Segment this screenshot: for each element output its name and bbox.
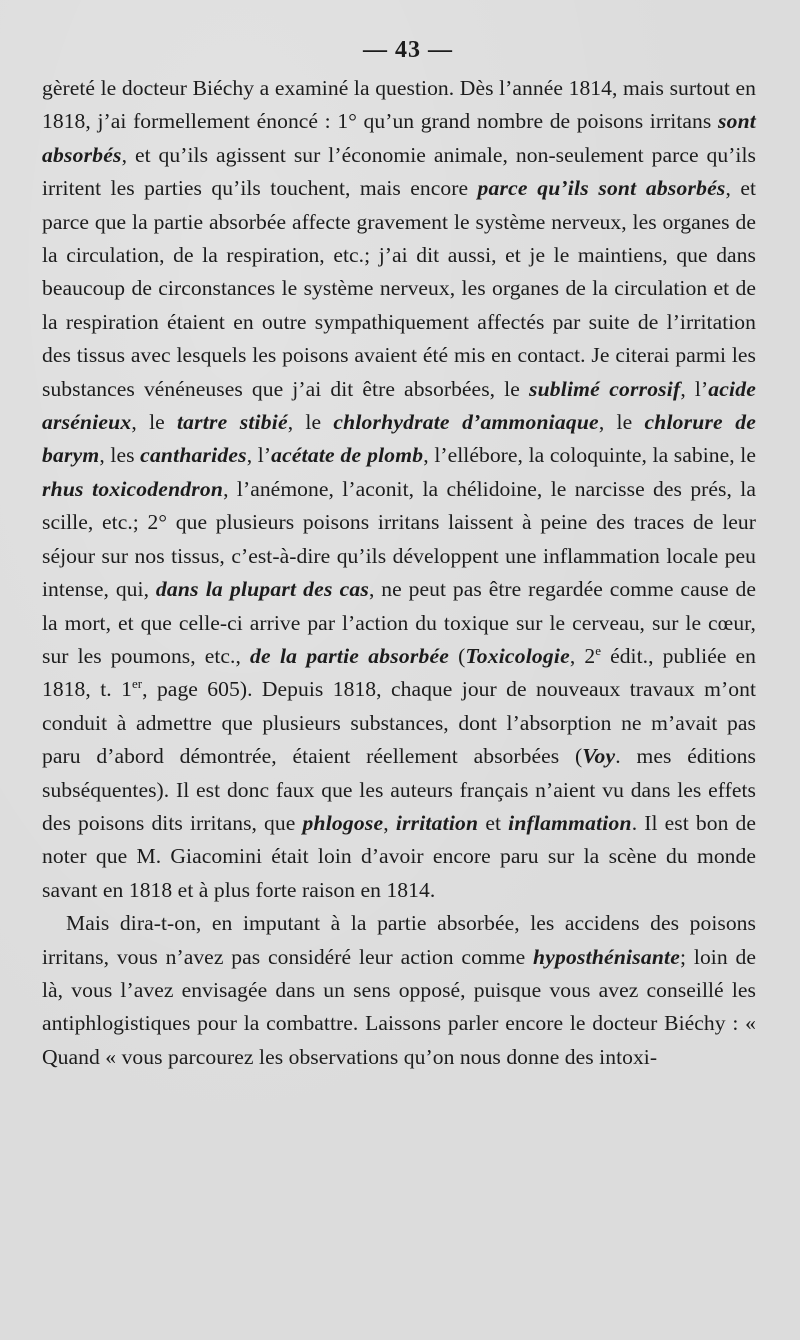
italic-run: Voy <box>582 744 616 769</box>
italic-run: phlogose <box>302 810 384 835</box>
italic-run: dans la plupart des cas <box>155 577 369 602</box>
superscript: e <box>595 642 602 658</box>
text-run: , page 605). Depuis 1818, chaque jour de nouveaux travaux m’ont conduit à admettre que plusieurs substances, dont l’absorption ne m’avait pas paru d’abord démontrée, étaient réellement absorbées ( <box>42 677 757 769</box>
italic-run: cantharides <box>140 443 247 468</box>
text-run: et <box>478 810 509 835</box>
italic-run: parce qu’ils sont absorbés <box>477 176 726 201</box>
italic-run: acide arsénieux <box>42 376 756 435</box>
text-run: ; loin de là, vous l’avez envisagée dans un sens opposé, puisque vous avez conseillé les antiphlogistiques pour la combattre. Laissons parler encore le docteur Biéchy : « Quand « vous parcourez les observations qu’on nous donne des intoxi- <box>42 944 756 1069</box>
italic-run: irritation <box>395 810 479 835</box>
italic-run: hyposthénisante <box>533 944 681 969</box>
italic-run: inflammation <box>508 810 632 835</box>
text-run: gèreté le docteur Biéchy a examiné la question. Dès l’année 1814, mais surtout en 1818, j’ai formellement énoncé : 1° qu’un grand nombre de poisons irritans <box>42 76 756 134</box>
text-run: , l’ <box>246 443 272 468</box>
italic-run: de la partie absorbée <box>249 643 450 668</box>
text-run: , le <box>131 410 177 435</box>
text-run: , l’ellébore, la coloquinte, la sabine, le <box>423 443 756 468</box>
text-run: Mais dira-t-on, en imputant à la partie absorbée, les accidens des poisons irritans, vous n’avez pas considéré leur action comme <box>42 911 756 969</box>
text-run: , 2 <box>569 643 596 668</box>
paragraph-2 <box>42 907 756 1074</box>
text-run: , l’anémone, l’aconit, la chélidoine, le narcisse des prés, la scille, etc.; 2° que plusieurs poisons irritans laissent à peine des traces de leur séjour sur nos tissus, c’est-à-dire qu’ils développent une inflammation locale peu intense, qui, <box>42 476 756 602</box>
italic-run: rhus toxicodendron <box>42 476 224 501</box>
text-run: . Il est bon de noter que M. Giacomini était loin d’avoir encore paru sur la scène du monde savant en 1818 et à plus forte raison en 1814. <box>42 810 756 902</box>
text-run: , les <box>99 443 141 468</box>
italic-run: sublimé corrosif <box>528 376 681 401</box>
text-run: ( <box>449 643 466 668</box>
text-run: , l’ <box>680 376 709 401</box>
italic-run: chlorhydrate d’ammoniaque <box>333 410 599 435</box>
superscript: er <box>131 676 143 692</box>
page-body <box>42 72 756 1074</box>
paragraph-1 <box>42 72 756 907</box>
italic-run: sont absorbés <box>42 109 756 167</box>
text-run: édit., publiée en 1818, t. 1 <box>42 643 756 702</box>
italic-run: acétate de plomb <box>271 443 424 468</box>
text-run: , et parce que la partie absorbée affecte gravement le système nerveux, les organes de la circulation, de la respiration, etc.; j’ai dit aussi, et je le maintiens, que dans beaucoup de circonstances le système nerveux, les organes de la circulation et de la respiration étaient en outre sympathiquement affectés par suite de l’irritation des tissus avec lesquels les poisons avaient été mis en contact. Je citerai parmi les substances vénéneuses que j’ai dit être absorbées, le <box>42 176 757 401</box>
text-run: , le <box>598 410 645 435</box>
text-run: . mes éditions subséquentes). Il est donc faux que les auteurs français n’aient vu dans les effets des poisons dits irritans, que <box>42 744 756 835</box>
page-number: — 43 — <box>363 37 453 63</box>
italic-run: Toxicologie <box>465 643 570 668</box>
italic-run: chlorure de barym <box>42 410 757 468</box>
text-run: , le <box>287 410 334 435</box>
text-run: , ne peut pas être regardée comme cause de la mort, et que celle-ci arrive par l’action du toxique sur le cerveau, sur le cœur, sur les poumons, etc., <box>42 577 756 668</box>
text-run: , et qu’ils agissent sur l’économie animale, non-seulement parce qu’ils irritent les parties qu’ils touchent, mais encore <box>42 142 756 201</box>
text-run: , <box>383 810 396 835</box>
italic-run: tartre stibié <box>176 410 288 435</box>
